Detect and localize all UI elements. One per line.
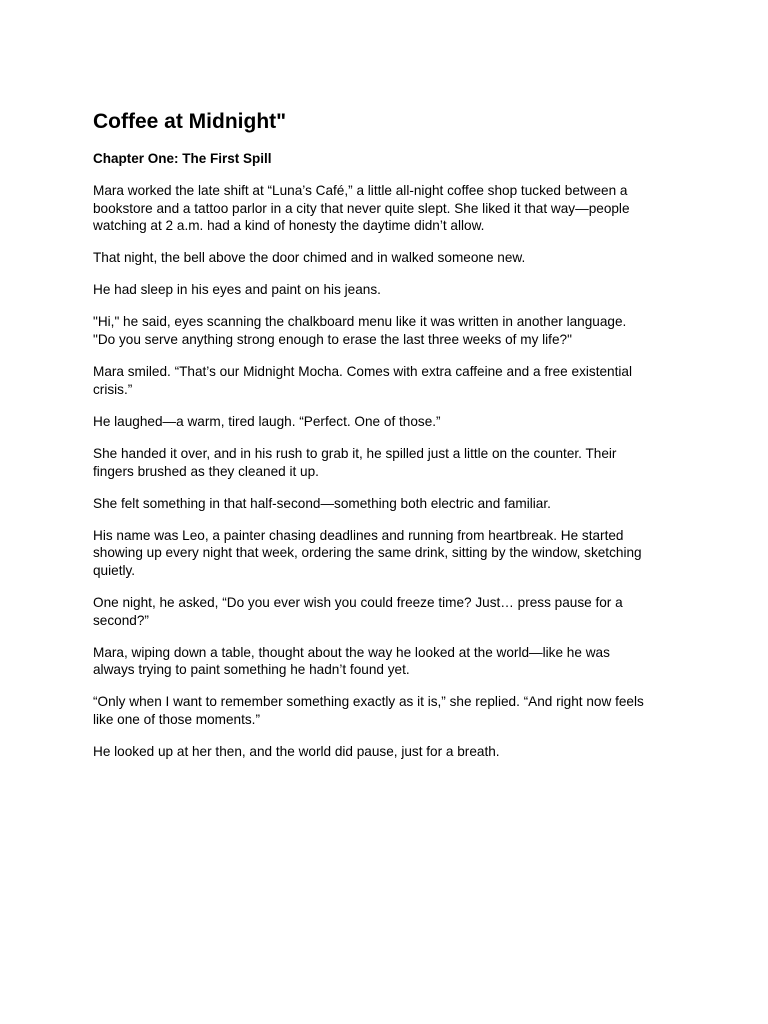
- story-paragraph: [93, 693, 683, 728]
- story-paragraph: [93, 495, 683, 513]
- story-paragraph: [93, 594, 683, 629]
- paragraph-line: "Do you serve anything strong enough to erase the last three weeks of my life?": [93, 332, 572, 348]
- story-paragraph: [93, 313, 683, 348]
- paragraph-line: always trying to paint something he hadn’t found yet.: [93, 662, 410, 678]
- paragraph-line: watching at 2 a.m. had a kind of honesty the daytime didn’t allow.: [93, 218, 485, 234]
- paragraph-line: bookstore and a tattoo parlor in a city that never quite slept. She liked it that way—people: [93, 200, 630, 216]
- story-paragraph: [93, 249, 683, 267]
- paragraph-line: showing up every night that week, ordering the same drink, sitting by the window, sketching: [93, 545, 642, 561]
- paragraph-line: Mara smiled. “That’s our Midnight Mocha. Comes with extra caffeine and a free existential: [93, 364, 632, 380]
- story-paragraph: [93, 527, 683, 580]
- paragraph-line: He looked up at her then, and the world did pause, just for a breath.: [93, 744, 500, 760]
- story-body: [93, 182, 683, 775]
- document-title: Coffee at Midnight": [93, 110, 287, 133]
- paragraph-line: second?”: [93, 612, 149, 628]
- paragraph-line: like one of those moments.”: [93, 711, 260, 727]
- story-paragraph: [93, 182, 683, 235]
- paragraph-line: She felt something in that half-second—something both electric and familiar.: [93, 495, 551, 511]
- paragraph-line: She handed it over, and in his rush to grab it, he spilled just a little on the counter. Their: [93, 445, 617, 461]
- paragraph-line: He laughed—a warm, tired laugh. “Perfect. One of those.”: [93, 413, 441, 429]
- story-paragraph: [93, 743, 683, 761]
- story-paragraph: [93, 644, 683, 679]
- paragraph-line: His name was Leo, a painter chasing deadlines and running from heartbreak. He started: [93, 527, 624, 543]
- story-paragraph: [93, 363, 683, 398]
- paragraph-line: quietly.: [93, 562, 136, 578]
- paragraph-line: crisis.”: [93, 381, 133, 397]
- paragraph-line: "Hi," he said, eyes scanning the chalkboard menu like it was written in another language.: [93, 314, 627, 330]
- paragraph-line: That night, the bell above the door chimed and in walked someone new.: [93, 250, 526, 266]
- paragraph-line: One night, he asked, “Do you ever wish you could freeze time? Just… press pause for a: [93, 595, 623, 610]
- story-paragraph: [93, 413, 683, 431]
- paragraph-line: He had sleep in his eyes and paint on his jeans.: [93, 282, 381, 298]
- paragraph-line: Mara, wiping down a table, thought about the way he looked at the world—like he was: [93, 644, 610, 660]
- story-paragraph: [93, 281, 683, 299]
- chapter-heading: Chapter One: The First Spill: [93, 151, 272, 166]
- paragraph-line: “Only when I want to remember something exactly as it is,” she replied. “And right now feels: [93, 694, 644, 710]
- paragraph-line: fingers brushed as they cleaned it up.: [93, 463, 319, 479]
- story-paragraph: [93, 445, 683, 480]
- paragraph-line: Mara worked the late shift at “Luna’s Café,” a little all-night coffee shop tucked between a: [93, 183, 628, 198]
